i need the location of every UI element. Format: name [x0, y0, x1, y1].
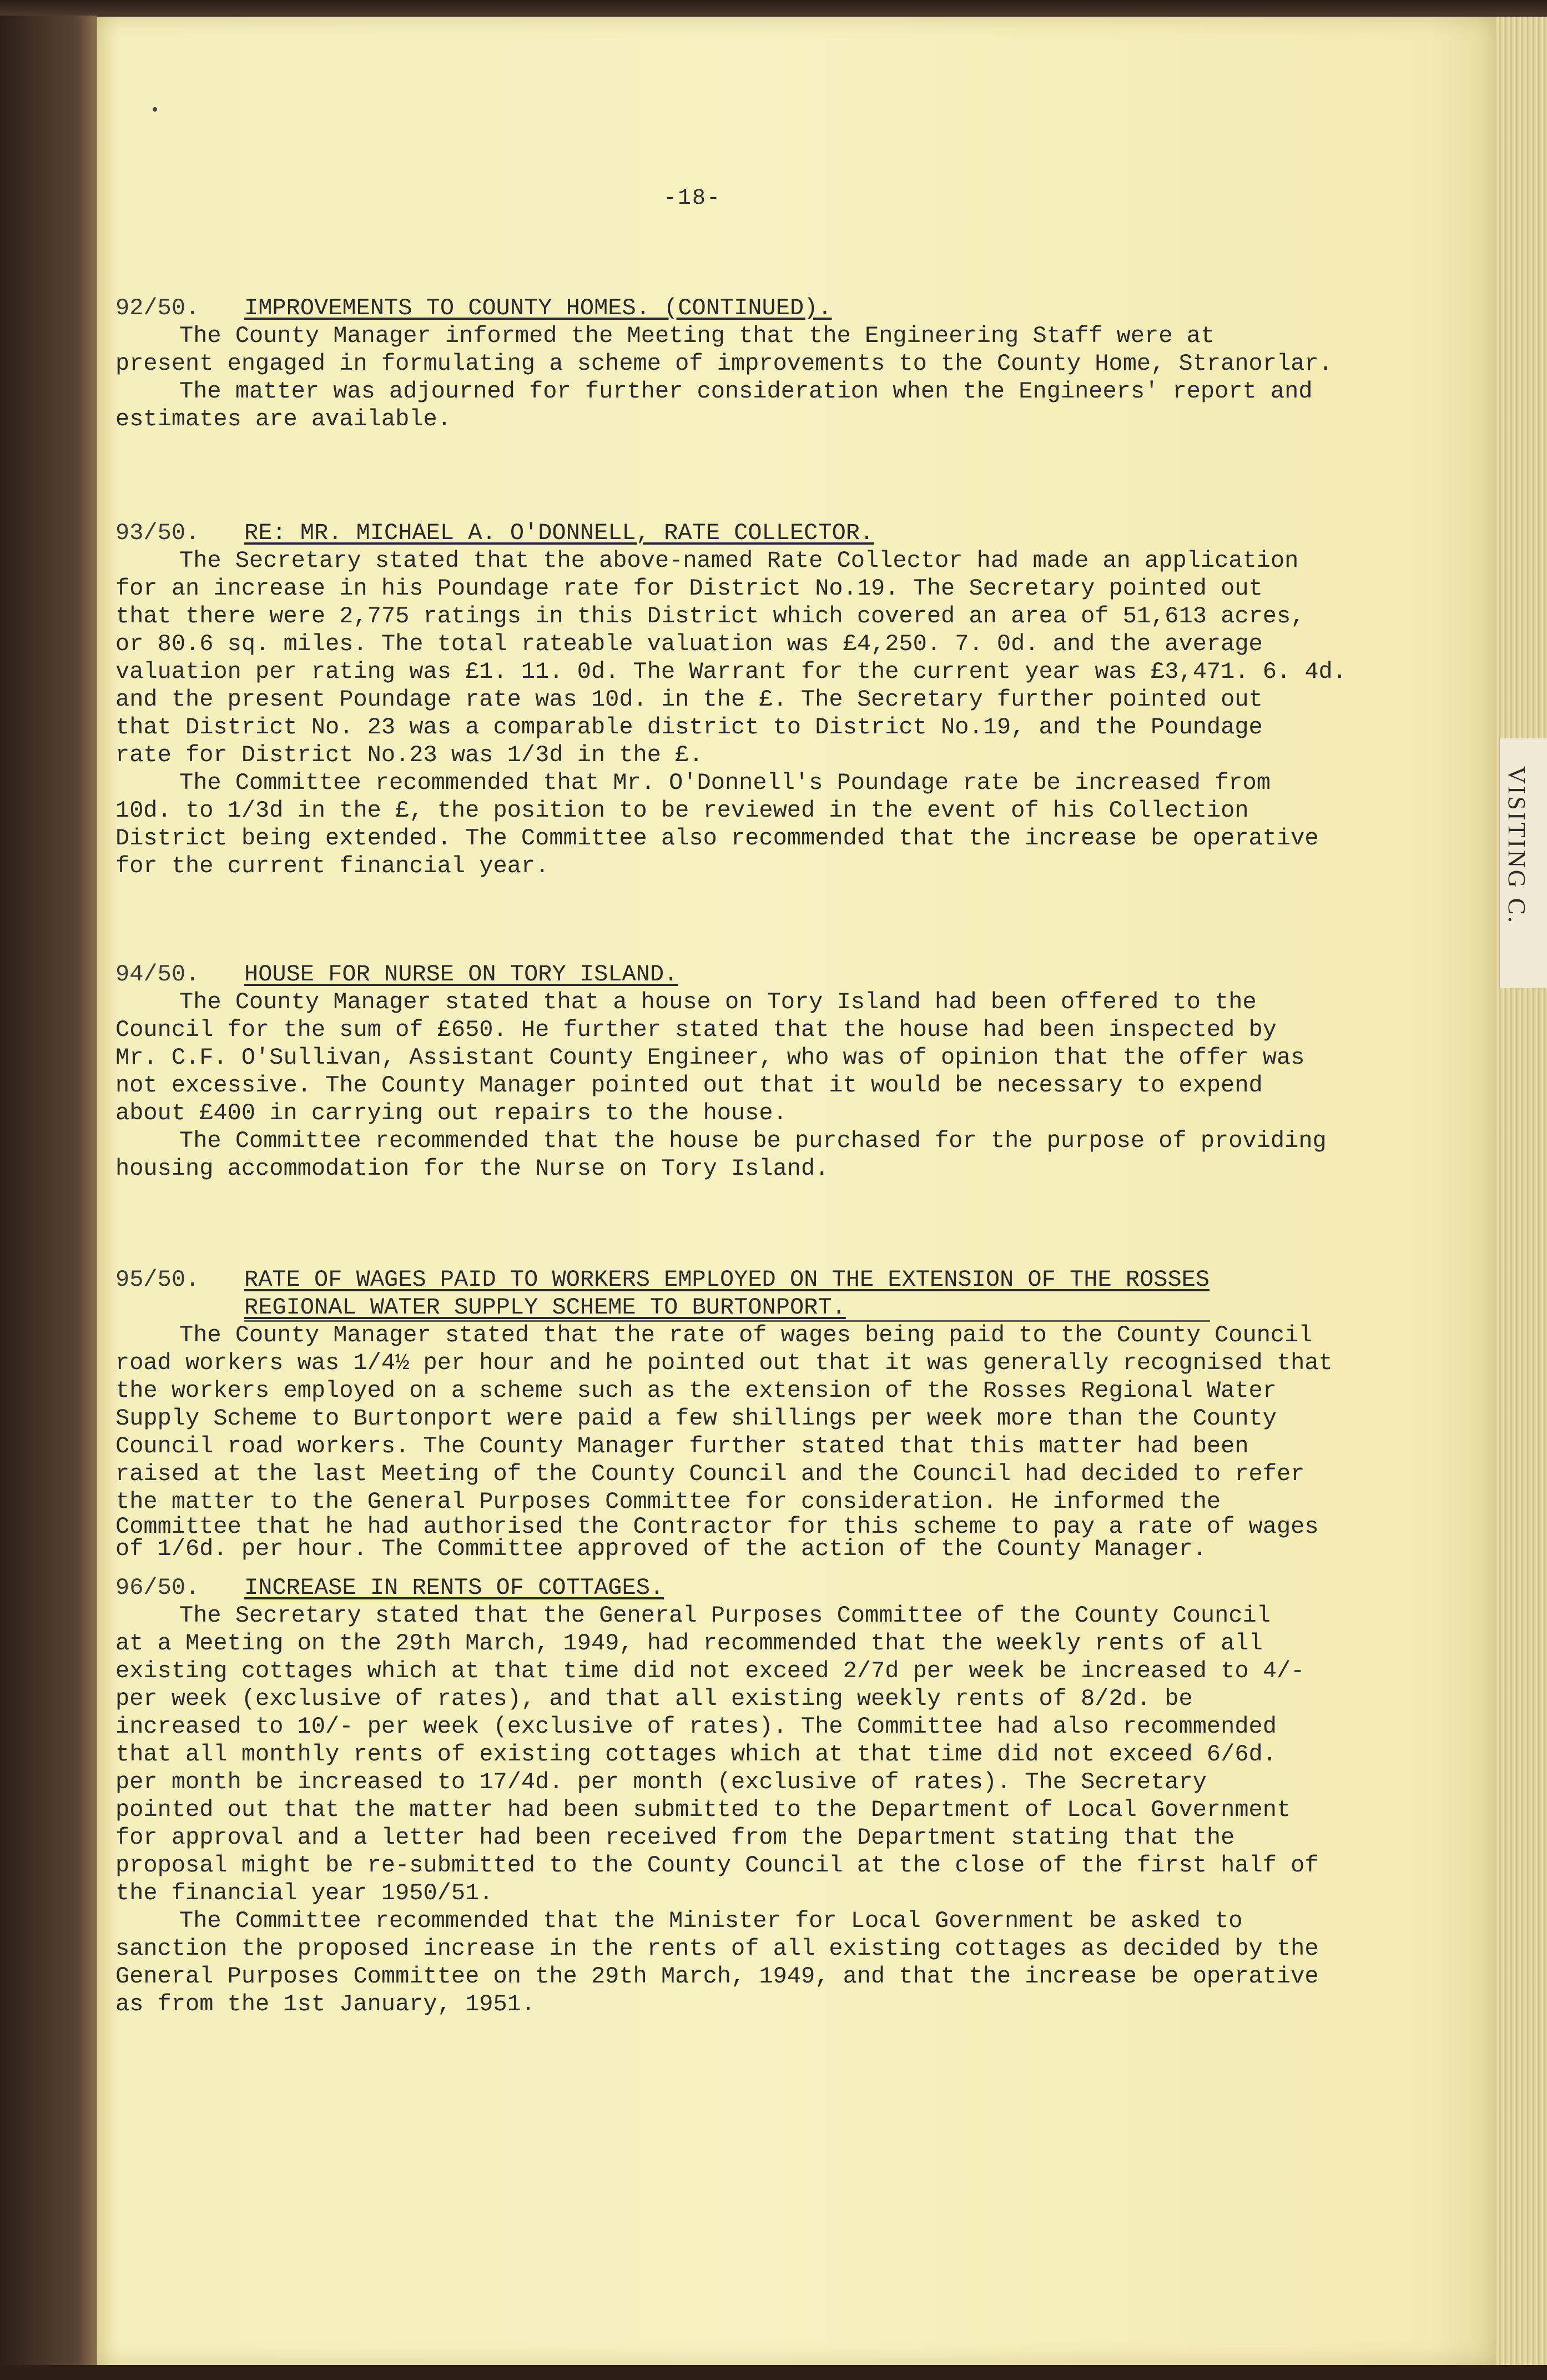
body-line: existing cottages which at that time did not exceed 2/7d per week be increased to 4/-: [115, 1658, 1305, 1684]
body-line: the workers employed on a scheme such as the extension of the Rosses Regional Water: [115, 1377, 1277, 1404]
body-line: The Secretary stated that the above-named Rate Collector had made an application: [179, 547, 1299, 574]
minute-number: 92/50.: [115, 295, 200, 321]
minute-number: 95/50.: [115, 1266, 200, 1293]
minute-heading: IMPROVEMENTS TO COUNTY HOMES. (CONTINUED).: [244, 295, 832, 321]
body-line: General Purposes Committee on the 29th March, 1949, and that the increase be operative: [115, 1963, 1319, 1990]
body-line: of 1/6d. per hour. The Committee approved of the action of the County Manager.: [115, 1536, 1207, 1562]
body-line: as from the 1st January, 1951.: [115, 1991, 536, 2017]
body-line: The Committee recommended that the house be purchased for the purpose of providing: [179, 1128, 1327, 1154]
body-line: that District No. 23 was a comparable district to District No.19, and the Poundage: [115, 714, 1263, 741]
body-line: rate for District No.23 was 1/3d in the £.: [115, 742, 703, 768]
body-line: at a Meeting on the 29th March, 1949, had recommended that the weekly rents of all: [115, 1630, 1263, 1657]
minute-heading: RE: MR. MICHAEL A. O'DONNELL, RATE COLLECTOR.: [244, 520, 874, 546]
body-line: valuation per rating was £1. 11. 0d. The Warrant for the current year was £3,471. 6. 4d.: [115, 658, 1347, 685]
body-line: raised at the last Meeting of the County Council and the Council had decided to refer: [115, 1461, 1305, 1487]
body-line: Council road workers. The County Manager further stated that this matter had been: [115, 1433, 1249, 1460]
body-line: District being extended. The Committee also recommended that the increase be operative: [115, 825, 1319, 852]
body-line: road workers was 1/4½ per hour and he pointed out that it was generally recognised that: [115, 1350, 1333, 1376]
index-tab-label: VISITING C.: [1503, 766, 1530, 925]
body-line: The County Manager stated that the rate of wages being paid to the County Council: [179, 1322, 1313, 1349]
body-line: sanction the proposed increase in the rents of all existing cottages as decided by the: [115, 1935, 1319, 1962]
ink-mark: [153, 107, 157, 112]
minute-number: 96/50.: [115, 1574, 200, 1601]
minute-heading: REGIONAL WATER SUPPLY SCHEME TO BURTONPORT.: [244, 1294, 846, 1321]
body-line: Supply Scheme to Burtonport were paid a few shillings per week more than the County: [115, 1405, 1277, 1432]
body-line: The County Manager informed the Meeting that the Engineering Staff were at: [179, 323, 1215, 349]
minute-heading: HOUSE FOR NURSE ON TORY ISLAND.: [244, 961, 678, 988]
body-line: Mr. C.F. O'Sullivan, Assistant County Engineer, who was of opinion that the offer was: [115, 1044, 1305, 1071]
body-line: that all monthly rents of existing cottages which at that time did not exceed 6/6d.: [115, 1741, 1277, 1768]
heading-rule: [244, 1320, 1210, 1322]
body-line: The Secretary stated that the General Purposes Committee of the County Council: [179, 1602, 1271, 1629]
minute-heading: INCREASE IN RENTS OF COTTAGES.: [244, 1574, 664, 1601]
body-line: for an increase in his Poundage rate for District No.19. The Secretary pointed out: [115, 575, 1263, 602]
body-line: about £400 in carrying out repairs to the house.: [115, 1100, 787, 1126]
body-line: or 80.6 sq. miles. The total rateable valuation was £4,250. 7. 0d. and the average: [115, 631, 1263, 657]
body-line: 10d. to 1/3d in the £, the position to be reviewed in the event of his Collection: [115, 797, 1249, 824]
body-line: the matter to the General Purposes Committee for consideration. He informed the: [115, 1488, 1221, 1515]
minute-number: 93/50.: [115, 520, 200, 546]
body-line: not excessive. The County Manager pointed out that it would be necessary to expend: [115, 1072, 1263, 1099]
body-line: proposal might be re-submitted to the County Council at the close of the first half of: [115, 1852, 1319, 1879]
body-line: the financial year 1950/51.: [115, 1880, 493, 1906]
page-number: -18-: [663, 186, 722, 211]
body-line: per month be increased to 17/4d. per month (exclusive of rates). The Secretary: [115, 1769, 1207, 1795]
body-line: The County Manager stated that a house on Tory Island had been offered to the: [179, 989, 1257, 1015]
body-line: increased to 10/- per week (exclusive of rates). The Committee had also recommended: [115, 1713, 1277, 1740]
body-line: housing accommodation for the Nurse on Tory Island.: [115, 1155, 829, 1182]
body-line: The Committee recommended that Mr. O'Donnell's Poundage rate be increased from: [179, 769, 1271, 796]
book-spine-left: [0, 0, 97, 2380]
book-binding-bottom: [0, 2365, 1547, 2380]
book-binding-top: [0, 0, 1547, 16]
minute-heading: RATE OF WAGES PAID TO WORKERS EMPLOYED ON THE EXTENSION OF THE ROSSES: [244, 1266, 1210, 1293]
body-line: Committee that he had authorised the Contractor for this scheme to pay a rate of wages: [115, 1513, 1319, 1540]
body-line: Council for the sum of £650. He further stated that the house had been inspected by: [115, 1017, 1277, 1043]
body-line: The Committee recommended that the Minister for Local Government be asked to: [179, 1908, 1243, 1934]
body-line: present engaged in formulating a scheme of improvements to the County Home, Stranorlar.: [115, 350, 1333, 377]
body-line: estimates are available.: [115, 406, 451, 432]
body-line: The matter was adjourned for further consideration when the Engineers' report and: [179, 378, 1313, 405]
page-edges: [1496, 17, 1547, 2380]
body-line: for approval and a letter had been received from the Department stating that the: [115, 1824, 1235, 1851]
body-line: pointed out that the matter had been submitted to the Department of Local Government: [115, 1797, 1291, 1823]
body-line: per week (exclusive of rates), and that all existing weekly rents of 8/2d. be: [115, 1685, 1193, 1712]
body-line: for the current financial year.: [115, 853, 550, 879]
minute-number: 94/50.: [115, 961, 200, 988]
body-line: and the present Poundage rate was 10d. in the £. The Secretary further pointed out: [115, 686, 1263, 713]
body-line: that there were 2,775 ratings in this District which covered an area of 51,613 acres,: [115, 603, 1305, 630]
